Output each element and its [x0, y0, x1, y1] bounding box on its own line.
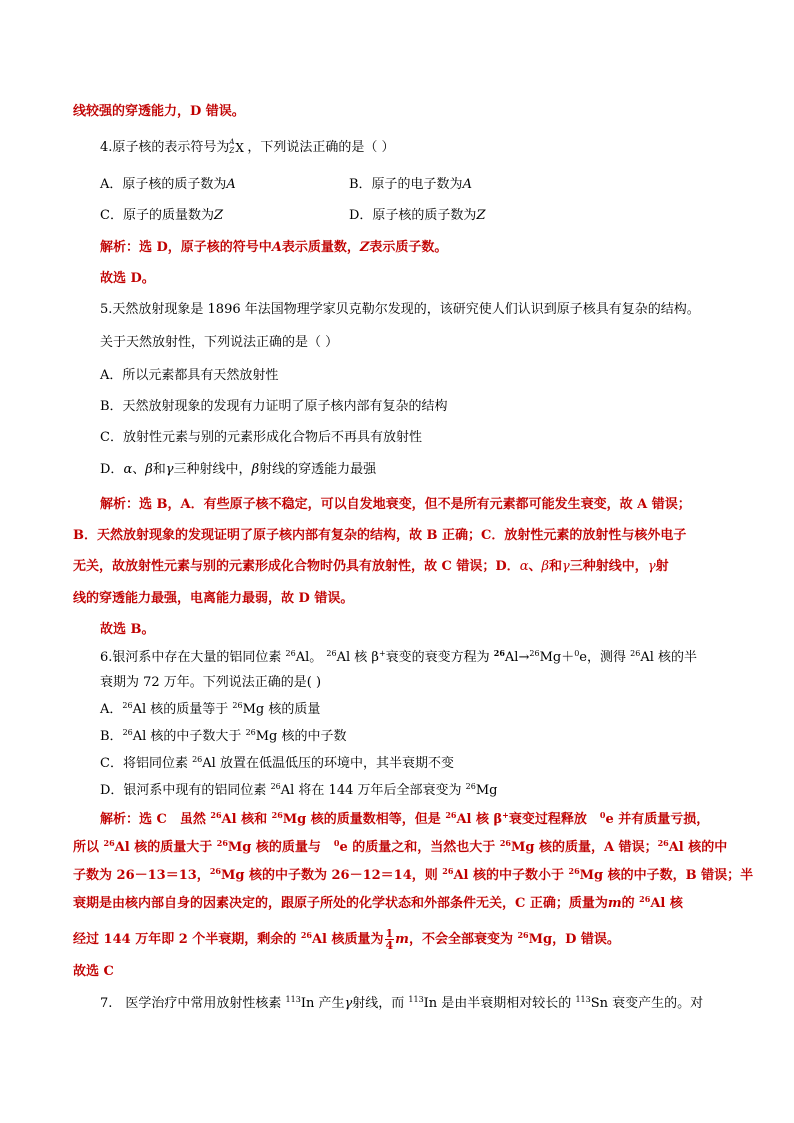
- option-a: A．$^{26}$Al 核的质量等于 $^{26}$Mg 核的质量: [100, 701, 321, 717]
- option-a: A．所以元素都具有天然放射性: [100, 368, 279, 383]
- option-b: B．原子的电子数为A: [349, 177, 472, 192]
- solution-5: 线的穿透能力最强，电离能力最弱，故 D 错误。: [73, 591, 354, 606]
- answer-4: 故选 D。: [100, 271, 155, 286]
- solution-6: 所以 $^{26}$Al 核的质量大于 $^{26}$Mg 核的质量与 $^0$e 的质量之和，当然也大于 $^{26}$Mg 核的质量，A 错误；$^{26}$Al 核的中: [73, 838, 728, 855]
- solution-5: 解析：选 B，A．有些原子核不稳定，可以自发地衰变，但不是所有元素都可能发生衰变，故 A 错误；: [100, 497, 691, 512]
- option-d: D．银河系中现有的铝同位素 $^{26}$Al 将在 144 万年后全部衰变为 $^{26}$Mg: [100, 782, 498, 798]
- question-4-stem: 4.原子核的表示符号为 A Z X ，下列说法正确的是（ ）: [100, 138, 395, 158]
- option-d: D．α、β和γ三种射线中，β射线的穿透能力最强: [100, 462, 377, 477]
- text-line: 线较强的穿透能力，D 错误。: [73, 104, 245, 119]
- option-b: B．天然放射现象的发现有力证明了原子核内部有复杂的结构: [100, 399, 448, 414]
- fraction-quarter: $\frac{1}{4}$: [385, 927, 394, 952]
- question-7-stem: 7. 医学治疗中常用放射性核素 $^{113}$In 产生γ射线，而 $^{113}$In 是由半衰期相对较长的 $^{113}$Sn 衰变产生的。对: [100, 995, 704, 1011]
- solution-6: 经过 144 万年即 2 个半衰期，剩余的 $^{26}$Al 核质量为 $\frac{1}{4}$ m，不会全部衰变为 $^{26}$Mg，D 错误。: [73, 927, 620, 952]
- question-5-stem: 5.天然放射现象是 1896 年法国物理学家贝克勒尔发现的，该研究使人们认识到原子核具有复杂的结构。: [100, 302, 700, 317]
- nuclide-symbol: A Z X: [229, 138, 244, 155]
- option-b: B．$^{26}$Al 核的中子数大于 $^{26}$Mg 核的中子数: [100, 728, 347, 744]
- question-5-stem: 关于天然放射性，下列说法正确的是（ ）: [100, 335, 339, 350]
- solution-6: 子数为 26－13＝13，$^{26}$Mg 核的中子数为 26－12＝14，则 $^{26}$Al 核的中子数小于 $^{26}$Mg 核的中子数，B 错误；半: [73, 866, 754, 883]
- option-a: A．原子核的质子数为A: [100, 177, 236, 192]
- solution-5: B．天然放射现象的发现证明了原子核内部有复杂的结构，故 B 正确；C．放射性元素的放射性与核外电子: [73, 528, 687, 543]
- solution-4: 解析：选 D，原子核的符号中A表示质量数，Z表示质子数。: [100, 240, 448, 255]
- question-6-stem: 衰期为 72 万年。下列说法正确的是( ): [100, 675, 322, 690]
- solution-6: 衰期是由核内部自身的因素决定的，跟原子所处的化学状态和外部条件无关，C 正确；质量为m的 $^{26}$Al 核: [73, 894, 683, 911]
- answer-6: 故选 C: [73, 964, 114, 979]
- option-c: C．放射性元素与别的元素形成化合物后不再具有放射性: [100, 430, 422, 445]
- solution-6: 解析：选 C 虽然 $^{26}$Al 核和 $^{26}$Mg 核的质量数相等，但是 $^{26}$Al 核 β+衰变过程释放 $^0$e 并有质量亏损，: [100, 810, 710, 827]
- answer-5: 故选 B。: [100, 622, 155, 637]
- option-c: C．原子的质量数为Z: [100, 208, 223, 223]
- option-d: D．原子核的质子数为Z: [349, 208, 486, 223]
- question-6-stem: 6.银河系中存在大量的铝同位素 $^{26}$Al。 $^{26}$Al 核 β+衰变的衰变方程为 $^{26}$Al→$^{26}$Mg＋$^0$e，测得 $^{26}$Al 核的半: [100, 648, 697, 665]
- solution-5: 无关，故放射性元素与别的元素形成化合物时仍具有放射性，故 C 错误；D．α、β和γ三种射线中，γ射: [73, 559, 669, 574]
- option-c: C．将铝同位素 $^{26}$Al 放置在低温低压的环境中，其半衰期不变: [100, 755, 454, 771]
